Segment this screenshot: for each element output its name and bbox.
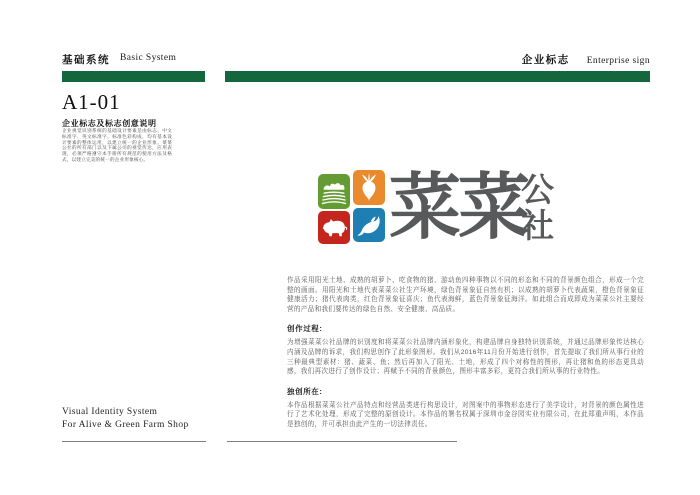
logo-mark — [318, 170, 388, 246]
pig-icon — [320, 213, 348, 244]
header-right-titles — [522, 52, 650, 67]
header-right-title-en: Enterprise sign — [586, 56, 650, 66]
logo-wordmark-sub-bottom: 社 — [521, 207, 554, 244]
creation-process-paragraph: 为增强菜菜公社品牌的识别度和将菜菜公社品牌内涵形象化，构建品牌自身独特识别系统，并通过品牌形象传达核心内涵及品牌的诉求，我们构思创作了此形象图形。我们从2016年11月份开始进行创作，首先提取了我们所从事行业的三种最典型素材：猪、蔬菜、鱼；然后再加入了阳光、土地，形成了四个对称性的图形，再让猪和鱼的形态更具动感，我们再次进行了创作设计；再赋予不同的背景颜色，图形丰富多彩，更符合我们所从事的行业特性。 — [287, 339, 644, 376]
farm-field-icon — [320, 176, 348, 207]
header-bar-left — [62, 71, 205, 82]
header-left-title-en: Basic System — [120, 53, 177, 63]
section-description: 企业视觉识别系统的基础设计要素是由标志、中文标准字、英文标准字、标准色彩构成，均有基本设计要素的整体运用，以建立统一的企业形象。菜菜公社的所有部门以及下属公司的视觉传达，应用表现，必须严格遵守本手册所有规范的使用方法及格式，以建立完美的统一的企业形象核心。 — [62, 128, 172, 162]
logo-wordmark-sub — [521, 172, 554, 244]
logo-tile-farm — [318, 174, 350, 209]
logo-tile-seafood — [353, 208, 385, 242]
section-code: A1-01 — [62, 90, 121, 114]
logo-wordmark-sub-top: 公 — [521, 171, 554, 208]
originality-paragraph: 本作品根据菜菜公社产品特点和经营品类进行构思设计，对图案中的事物形态进行了美学设计，对背景的颜色属性进行了艺术化处理，形成了完整的原创设计。本作品的署名权属于深圳市金谷园实业有限公司，在此郑重声明，本作品是独创的，并可承担由此产生的一切法律责任。 — [287, 401, 644, 428]
logo-wordmark: 菜菜 — [389, 168, 528, 248]
logo-tile-meat — [318, 211, 350, 244]
footer-rule-right — [227, 441, 457, 442]
footer-line1: Visual Identity System — [62, 407, 158, 417]
header-right-title-zh: 企业标志 — [521, 54, 570, 66]
section-title: 企业标志及标志创意说明 — [62, 119, 157, 128]
header-bar-right — [225, 71, 650, 82]
fish-icon — [355, 210, 383, 241]
radish-icon — [355, 172, 383, 203]
creation-process-heading: 创作过程: — [287, 324, 323, 334]
header-left-title-zh: 基础系统 — [62, 54, 110, 66]
intro-paragraph: 作品采用阳光土地、成熟的胡萝卜、吃食物的猪、游动鱼四种事物以不同的形态和不同的背景颜色组合，形成一个完整的画面。用阳光和土地代表菜菜公社生产环境，绿色背景象征自然有机；以成熟的胡萝卜代表蔬果，橙色背景象征健康活力；猪代表肉类，红色背景象征喜庆；鱼代表海鲜，蓝色背景象征海洋。如此组合而成即成为菜菜公社主要经营的产品和我们要传达的绿色自然、安全健康、高品质。 — [287, 277, 644, 313]
description-column — [287, 276, 644, 430]
logo-tile-vegetable — [353, 170, 385, 205]
originality-heading: 独创所在: — [287, 386, 323, 396]
footer-line2: For Alive & Green Farm Shop — [62, 420, 189, 430]
footer-rule-left — [62, 441, 206, 442]
